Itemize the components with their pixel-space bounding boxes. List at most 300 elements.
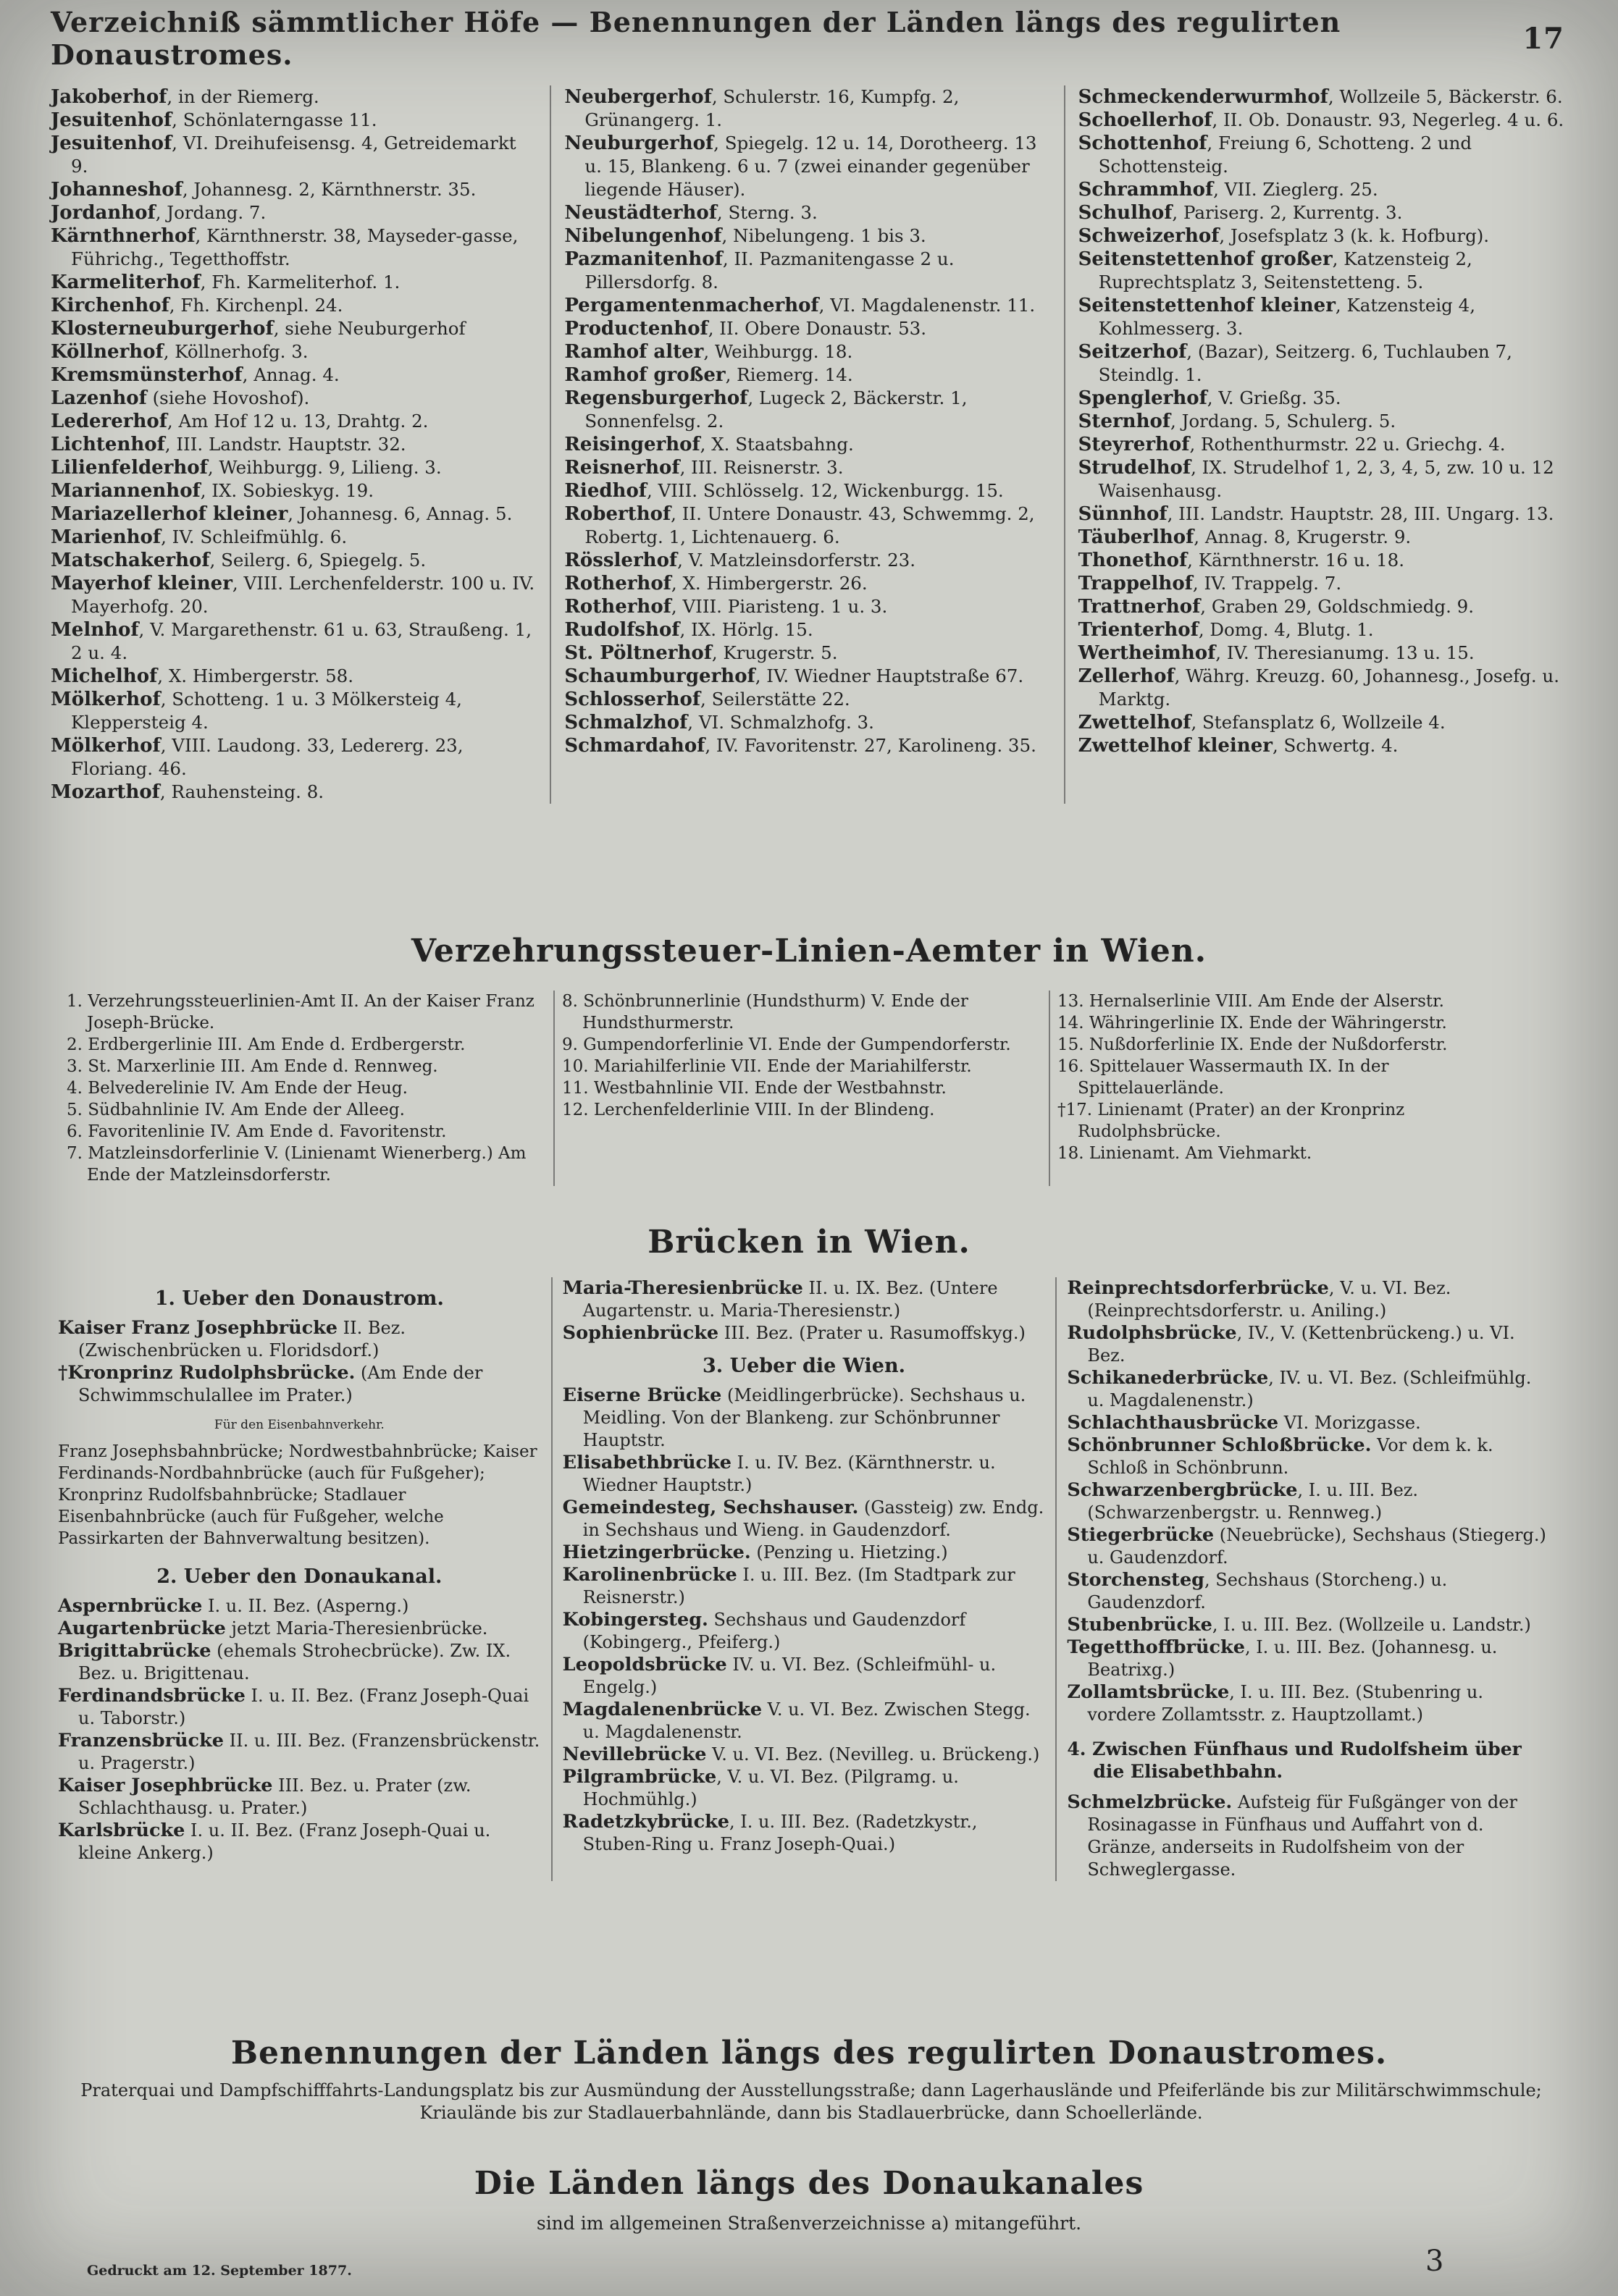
entry-name: Sternhof — [1078, 411, 1171, 432]
entry-text: , Wollzeile 5, Bäckerstr. 6. — [1328, 86, 1563, 107]
list-item — [58, 1685, 541, 1730]
entry-name: Nevillebrücke — [562, 1744, 707, 1765]
list-item — [1078, 201, 1564, 224]
entry-name: Mariannenhof — [51, 480, 201, 502]
entry-name: Seitzerhof — [1078, 341, 1187, 363]
entry-text: , Graben 29, Goldschmiedg. 9. — [1200, 596, 1475, 617]
entry-text: , Krugerstr. 5. — [711, 642, 838, 663]
column-divider — [1064, 85, 1065, 804]
entry-text: , V. u. VI. Bez. (Reinprechtsdorferstr. u. Aniling.) — [1087, 1278, 1451, 1321]
entry-name: Tegetthoffbrücke — [1067, 1636, 1245, 1658]
entry-text: , Jordang. 5, Schulerg. 5. — [1170, 411, 1396, 432]
footer-page-number: 3 — [1425, 2245, 1444, 2278]
entry-name: Maria-Theresienbrücke — [562, 1277, 803, 1299]
entry-name: Lichtenhof — [51, 434, 165, 455]
list-item — [564, 248, 1050, 294]
entry-name: Schlosserhof — [564, 689, 701, 710]
list-item — [563, 1766, 1046, 1811]
entry-text: II. Bez. (Zwischenbrücken u. Floridsdorf.) — [78, 1318, 406, 1361]
entry-name: Rösslerhof — [564, 550, 678, 571]
entry-name: Schönbrunner Schloßbrücke. — [1067, 1434, 1372, 1456]
entry-text: (Am Ende der Schwimmschulallee im Prater.) — [78, 1363, 483, 1405]
list-item — [564, 479, 1050, 502]
entry-text: I. u. II. Bez. (Asperng.) — [202, 1596, 409, 1616]
list-item — [564, 642, 1050, 665]
bridges-column-2 — [563, 1277, 1046, 1881]
entry-text: , II. Pazmanitengasse 2 u. Pillersdorfg. 8. — [584, 248, 955, 293]
offices-column-3 — [1057, 991, 1537, 1186]
entry-text: , Johannesg. 6, Annag. 5. — [288, 503, 513, 524]
list-item — [51, 85, 537, 109]
entry-text: , V. Grießg. 35. — [1207, 387, 1341, 408]
list-item — [51, 317, 537, 340]
offices-column-1 — [67, 991, 546, 1186]
entry-name: Ramhof alter — [564, 341, 704, 363]
entry-name: Köllnerhof — [51, 341, 164, 363]
list-item — [563, 1811, 1046, 1856]
entry-text: Aufsteig für Fußgänger von der Rosinagasse in Fünfhaus und Auffahrt von d. Gränze, anderseits in Rudolfsheim von der Schweglergasse. — [1087, 1792, 1517, 1880]
danube-title: Benennungen der Länden längs des regulirten Donaustromes. — [230, 2035, 1388, 2072]
list-item — [564, 618, 1050, 642]
list-item — [51, 224, 537, 271]
entry-name: Aspernbrücke — [58, 1595, 203, 1617]
entry-name: Zellerhof — [1078, 665, 1175, 687]
list-item — [51, 109, 537, 132]
entry-name: Mariazellerhof kleiner — [51, 503, 288, 525]
list-item — [51, 526, 537, 549]
entry-name: Schlachthausbrücke — [1067, 1412, 1279, 1434]
list-item — [51, 502, 537, 526]
entry-text: , I. u. III. Bez. (Johannesg. u. Beatrixg.) — [1087, 1637, 1498, 1680]
entry-name: Pilgrambrücke — [562, 1766, 717, 1788]
entry-text: (Gassteig) zw. Endg. in Sechshaus und Wieng. in Gaudenzdorf. — [582, 1497, 1044, 1540]
entry-text: , X. Himbergerstr. 58. — [157, 665, 354, 686]
list-item — [1078, 642, 1564, 665]
entry-name: Schaumburgerhof — [564, 665, 755, 687]
entry-text: , II. Untere Donaustr. 43, Schwemmg. 2, Robertg. 1, Lichtenauerg. 6. — [584, 503, 1035, 547]
list-item — [564, 363, 1050, 387]
entry-text: III. Bez. u. Prater (zw. Schlachthausg. u. Prater.) — [78, 1775, 471, 1818]
entry-text: I. u. III. Bez. (Im Stadtpark zur Reisnerstr.) — [582, 1565, 1015, 1607]
entry-text: , Nibelungeng. 1 bis 3. — [721, 225, 926, 246]
office-item: 12. Lerchenfelderlinie VIII. In der Blindeng. — [562, 1101, 935, 1119]
office-item: 4. Belvederelinie IV. Am Ende der Heug. — [67, 1079, 408, 1098]
entry-text: , Fh. Kirchenpl. 24. — [169, 295, 343, 316]
list-item — [564, 340, 1050, 363]
entry-name: Schwarzenbergbrücke — [1067, 1479, 1298, 1501]
list-item — [564, 201, 1050, 224]
entry-name: Sophienbrücke — [562, 1322, 719, 1344]
list-item — [1078, 734, 1564, 757]
section-heading: 4. Zwischen Fünfhaus und Rudolfsheim über die Elisabethbahn. — [1067, 1738, 1522, 1782]
list-item — [51, 387, 537, 410]
list-item — [564, 456, 1050, 479]
list-item — [563, 1277, 1046, 1322]
entry-text: , Schulerstr. 16, Kumpfg. 2, Grünangerg. 1. — [584, 86, 960, 130]
entry-name: Ferdinandsbrücke — [58, 1685, 246, 1707]
entry-name: Steyrerhof — [1078, 434, 1190, 455]
entry-name: Mayerhof kleiner — [51, 573, 232, 594]
office-item: 5. Südbahnlinie IV. Am Ende der Alleeg. — [67, 1101, 405, 1119]
list-item — [564, 711, 1050, 734]
entry-name: Neuburgerhof — [564, 133, 714, 154]
entry-name: Schulhof — [1078, 202, 1173, 224]
entry-text: , Weihburgg. 18. — [703, 341, 853, 362]
entry-text: , Annag. 4. — [242, 364, 340, 385]
canal-title: Die Länden längs des Donaukanales — [474, 2165, 1144, 2202]
entry-name: Reinprechtsdorferbrücke — [1067, 1277, 1329, 1299]
section-heading: 1. Ueber den Donaustrom. — [154, 1287, 444, 1310]
list-item — [1067, 1791, 1550, 1881]
list-item — [1067, 1434, 1550, 1479]
entry-name: Wertheimhof — [1078, 642, 1216, 664]
list-item — [51, 178, 537, 201]
entry-name: Productenhof — [564, 318, 708, 340]
entry-name: Schoellerhof — [1078, 109, 1212, 131]
entry-text: , VI. Dreihufeisensg. 4, Getreidemarkt 9. — [71, 133, 516, 177]
entry-text: , Kärnthnerstr. 38, Mayseder-gasse, Führichg., Tegetthoffstr. — [71, 225, 519, 269]
entry-text: , I. u. III. Bez. (Stubenring u. vordere Zollamtsstr. z. Hauptzollamt.) — [1087, 1682, 1483, 1725]
list-item — [58, 1362, 541, 1407]
list-item — [1078, 132, 1564, 178]
office-item: 13. Hernalserlinie VIII. Am Ende der Alserstr. — [1057, 992, 1444, 1011]
office-item: 2. Erdbergerlinie III. Am Ende d. Erdbergerstr. — [67, 1035, 466, 1054]
list-item — [58, 1595, 541, 1618]
entry-text: , Pariserg. 2, Kurrentg. 3. — [1172, 202, 1403, 223]
entry-text: , Am Hof 12 u. 13, Drahtg. 2. — [167, 411, 429, 432]
entry-name: Ramhof großer — [564, 364, 726, 386]
list-item — [51, 734, 537, 781]
entry-text: , Domg. 4, Blutg. 1. — [1198, 619, 1374, 640]
office-item: 15. Nußdorferlinie IX. Ende der Nußdorferstr. — [1057, 1035, 1448, 1054]
entry-text: , VIII. Piaristeng. 1 u. 3. — [671, 596, 888, 617]
entry-text: , VI. Schmalzhofg. 3. — [687, 712, 874, 733]
list-item — [564, 595, 1050, 618]
column-divider — [1055, 1277, 1057, 1881]
courts-column-3 — [1078, 85, 1564, 804]
entry-name: Mölkerhof — [51, 689, 161, 710]
entry-text: (Neuebrücke), Sechshaus (Stiegerg.) u. Gaudenzdorf. — [1087, 1525, 1546, 1568]
courts-column-1 — [51, 85, 537, 804]
office-item: 7. Matzleinsdorferlinie V. (Linienamt Wienerberg.) Am Ende der Matzleinsdorferstr. — [67, 1144, 527, 1185]
print-date: Gedruckt am 12. September 1877. — [87, 2263, 352, 2279]
list-item — [51, 363, 537, 387]
entry-name: Karolinenbrücke — [562, 1564, 737, 1586]
entry-name: Zollamtsbrücke — [1067, 1681, 1230, 1703]
list-item — [564, 387, 1050, 433]
list-item — [563, 1564, 1046, 1609]
list-item — [1078, 665, 1564, 711]
entry-name: Reisingerhof — [564, 434, 700, 455]
entry-name: Karlsbrücke — [58, 1820, 185, 1841]
list-item — [1067, 1367, 1550, 1412]
entry-name: †Kronprinz Rudolphsbrücke. — [58, 1362, 356, 1384]
list-item — [1078, 294, 1564, 340]
canal-text: sind im allgemeinen Straßenverzeichnisse a) mitangeführt. — [536, 2213, 1082, 2234]
rail-bridges-text: Franz Josephsbahnbrücke; Nordwestbahnbrücke; Kaiser Ferdinands-Nordbahnbrücke (auch für Fußgeher); Kronprinz Rudolfsbahnbrücke; Stadlauer Eisenbahnbrücke (auch für Fußgeher, welche Passirkarten der Bahnverwaltung besitzen). — [58, 1442, 537, 1548]
entry-text: I. u. II. Bez. (Franz Joseph-Quai u. Taborstr.) — [78, 1686, 529, 1728]
entry-name: Mölkerhof — [51, 735, 161, 757]
column-divider — [553, 991, 555, 1186]
entry-name: Gemeindesteg, Sechshauser. — [562, 1497, 859, 1518]
entry-name: Riedhof — [564, 480, 647, 502]
office-item: 16. Spittelauer Wassermauth IX. In der Spittelauerlände. — [1057, 1057, 1389, 1098]
section-heading: 2. Ueber den Donaukanal. — [156, 1565, 443, 1588]
list-item — [1067, 1412, 1550, 1434]
list-item — [1078, 502, 1564, 526]
list-item — [564, 433, 1050, 456]
entry-text: , I. u. III. Bez. (Radetzkystr., Stuben-Ring u. Franz Joseph-Quai.) — [582, 1812, 978, 1854]
list-item — [564, 317, 1050, 340]
entry-name: Sünnhof — [1078, 503, 1168, 525]
entry-text: , (Bazar), Seitzerg. 6, Tuchlauben 7, Steindlg. 1. — [1098, 341, 1512, 385]
entry-text: , Spiegelg. 12 u. 14, Dorotheerg. 13 u. 15, Blankeng. 6 u. 7 (zwei einander gegenüber liegende Häuser). — [584, 133, 1037, 200]
list-item — [1067, 1479, 1550, 1524]
entry-text: VI. Morizgasse. — [1278, 1413, 1421, 1433]
offices-list — [67, 991, 1537, 1186]
entry-name: Melnhof — [51, 619, 139, 641]
list-item — [564, 572, 1050, 595]
office-item: 11. Westbahnlinie VII. Ende der Westbahnstr. — [562, 1079, 947, 1098]
danube-text: Praterquai und Dampfschifffahrts-Landungsplatz bis zur Ausmündung der Ausstellungsstraße; dann Lagerhauslände und Pfeiferlände bis zur Militärschwimmschule; Kriaulände bis zur Stadlauerbahnlände, dann bis Stadlauerbrücke, dann Schoellerlände. — [80, 2080, 1542, 2123]
list-item — [563, 1744, 1046, 1766]
list-item — [564, 665, 1050, 688]
section-heading: 3. Ueber die Wien. — [702, 1355, 906, 1377]
column-divider — [551, 1277, 553, 1881]
entry-name: Brigittabrücke — [58, 1640, 211, 1662]
entry-name: Strudelhof — [1078, 457, 1191, 479]
entry-name: Kärnthnerhof — [51, 225, 196, 247]
entry-text: Vor dem k. k. Schloß in Schönbrunn. — [1087, 1435, 1493, 1478]
entry-text: , VIII. Laudong. 33, Ledererg. 23, Floriang. 46. — [71, 735, 464, 779]
list-item — [1067, 1681, 1550, 1726]
entry-name: Roberthof — [564, 503, 671, 525]
entry-text: , IV. Schleifmühlg. 6. — [161, 526, 348, 547]
list-item — [58, 1775, 541, 1820]
entry-text: , Schotteng. 1 u. 3 Mölkersteig 4, Kleppersteig 4. — [71, 689, 462, 733]
entry-text: , IV. Theresianumg. 13 u. 15. — [1215, 642, 1475, 663]
entry-text: I. u. IV. Bez. (Kärnthnerstr. u. Wiedner Hauptstr.) — [582, 1452, 996, 1495]
entry-text: , Katzensteig 2, Ruprechtsplatz 3, Seitenstetteng. 5. — [1098, 248, 1472, 293]
list-item — [1067, 1569, 1550, 1614]
column-divider — [550, 85, 551, 804]
entry-name: Kaiser Franz Josephbrücke — [58, 1317, 338, 1339]
entry-name: Schikanederbrücke — [1067, 1367, 1269, 1389]
entry-name: Neubergerhof — [564, 86, 712, 108]
entry-name: Klosterneuburgerhof — [51, 318, 274, 340]
list-item — [51, 618, 537, 665]
entry-text: (Meidlingerbrücke). Sechshaus u. Meidling. Von der Blankeng. zur Schönbrunner Hauptstr. — [582, 1385, 1026, 1450]
list-item — [563, 1497, 1046, 1542]
entry-text: , Seilerstätte 22. — [700, 689, 850, 710]
entry-text: , V. u. VI. Bez. (Pilgramg. u. Hochmühlg.) — [582, 1767, 959, 1809]
list-item — [51, 665, 537, 688]
entry-name: Rudolphsbrücke — [1067, 1322, 1237, 1344]
office-item: 8. Schönbrunnerlinie (Hundsthurm) V. Ende der Hundsthurmerstr. — [562, 992, 968, 1033]
list-item — [1067, 1524, 1550, 1569]
entry-name: Kaiser Josephbrücke — [58, 1775, 273, 1796]
list-item — [1078, 224, 1564, 248]
entry-name: Hietzingerbrücke. — [562, 1542, 751, 1563]
list-item — [51, 201, 537, 224]
courts-column-2 — [564, 85, 1050, 804]
list-item — [58, 1317, 541, 1362]
entry-text: , Katzensteig 4, Kohlmesserg. 3. — [1098, 295, 1476, 339]
entry-name: Franzensbrücke — [58, 1730, 224, 1752]
list-item — [1067, 1636, 1550, 1681]
entry-text: III. Bez. (Prater u. Rasumoffskyg.) — [718, 1323, 1026, 1343]
list-item — [1078, 618, 1564, 642]
entry-text: , I. u. III. Bez. (Schwarzenbergstr. u. Rennweg.) — [1087, 1480, 1419, 1523]
entry-name: Thonethof — [1078, 550, 1188, 571]
list-item — [1078, 595, 1564, 618]
entry-text: , Lugeck 2, Bäckerstr. 1, Sonnenfelsg. 2. — [584, 387, 968, 432]
entry-text: , Kärnthnerstr. 16 u. 18. — [1187, 550, 1405, 571]
entry-name: Pazmanitenhof — [564, 248, 723, 270]
list-item — [1078, 340, 1564, 387]
list-item — [1067, 1614, 1550, 1636]
entry-name: Matschakerhof — [51, 550, 210, 571]
entry-name: Pergamentenmacherhof — [564, 295, 819, 316]
entry-text: , Rauhensteing. 8. — [159, 781, 324, 802]
entry-text: , Währg. Kreuzg. 60, Johannesg., Josefg. u. Marktg. — [1098, 665, 1559, 710]
entry-text: , IX. Strudelhof 1, 2, 3, 4, 5, zw. 10 u. 12 Waisenhausg. — [1098, 457, 1554, 501]
list-item — [563, 1654, 1046, 1699]
entry-text: , Josefsplatz 3 (k. k. Hofburg). — [1219, 225, 1490, 246]
entry-name: Zwettelhof kleiner — [1078, 735, 1273, 757]
list-item — [564, 85, 1050, 132]
entry-name: Nibelungenhof — [564, 225, 722, 247]
entry-text: II. u. III. Bez. (Franzensbrückenstr. u. Pragerstr.) — [78, 1731, 540, 1773]
entry-name: Eiserne Brücke — [562, 1384, 722, 1406]
list-item — [1078, 526, 1564, 549]
entry-name: Mozarthof — [51, 781, 160, 803]
entry-text: , Freiung 6, Schotteng. 2 und Schottensteig. — [1098, 133, 1472, 177]
entry-name: Jakoberhof — [51, 86, 167, 108]
entry-text: , IV., V. (Kettenbrückeng.) u. VI. Bez. — [1087, 1323, 1515, 1366]
entry-text: , Schönlaterngasse 11. — [172, 109, 377, 130]
entry-name: Magdalenenbrücke — [562, 1699, 763, 1720]
list-item — [51, 410, 537, 433]
entry-name: Neustädterhof — [564, 202, 717, 224]
list-item — [58, 1640, 541, 1685]
entry-text: , in der Riemerg. — [167, 86, 319, 107]
office-item: 9. Gumpendorferlinie VI. Ende der Gumpendorferstr. — [562, 1035, 1011, 1054]
entry-name: Lilienfelderhof — [51, 457, 208, 479]
entry-text: V. u. VI. Bez. (Nevilleg. u. Brückeng.) — [706, 1744, 1040, 1765]
list-item — [51, 688, 537, 734]
list-item — [51, 294, 537, 317]
entry-text: , Rothenthurmstr. 22 u. Griechg. 4. — [1189, 434, 1506, 455]
entry-name: Zwettelhof — [1078, 712, 1191, 733]
entry-text: , Fh. Karmeliterhof. 1. — [200, 272, 401, 293]
entry-name: Seitenstettenhof großer — [1078, 248, 1333, 270]
list-item — [1078, 433, 1564, 456]
entry-text: , Annag. 8, Krugerstr. 9. — [1194, 526, 1412, 547]
list-item — [51, 132, 537, 178]
rail-heading: Für den Eisenbahnverkehr. — [214, 1418, 385, 1432]
entry-name: Trattnerhof — [1078, 596, 1201, 618]
entry-name: Trienterhof — [1078, 619, 1199, 641]
list-item — [564, 294, 1050, 317]
entry-name: Leopoldsbrücke — [562, 1654, 727, 1675]
entry-name: Michelhof — [51, 665, 158, 687]
entry-text: , I. u. III. Bez. (Wollzeile u. Landstr.) — [1212, 1615, 1531, 1635]
list-item — [563, 1609, 1046, 1654]
entry-text: , III. Landstr. Hauptstr. 32. — [164, 434, 406, 455]
entry-text: , Schwertg. 4. — [1272, 735, 1399, 756]
office-item: †17. Linienamt (Prater) an der Kronprinz Rudolphsbrücke. — [1057, 1101, 1405, 1141]
list-item — [58, 1618, 541, 1640]
offices-title: Verzehrungssteuer-Linien-Aemter in Wien. — [411, 933, 1207, 970]
entry-text: , IV. u. VI. Bez. (Schleifmühlg. u. Magdalenenstr.) — [1087, 1368, 1532, 1410]
entry-name: Regensburgerhof — [564, 387, 748, 409]
list-item — [1078, 248, 1564, 294]
entry-text: , Köllnerhofg. 3. — [163, 341, 309, 362]
entry-text: , III. Landstr. Hauptstr. 28, III. Ungarg. 13. — [1167, 503, 1554, 524]
entry-text: , V. Margarethenstr. 61 u. 63, Straußeng. 1, 2 u. 4. — [71, 619, 532, 663]
page-number: 17 — [1522, 21, 1564, 56]
page-header — [51, 6, 1564, 71]
entry-name: Rotherhof — [564, 573, 671, 594]
entry-name: Schrammhof — [1078, 179, 1214, 201]
list-item — [1078, 410, 1564, 433]
entry-name: Johanneshof — [51, 179, 183, 201]
entry-text: , IV. Wiedner Hauptstraße 67. — [755, 665, 1024, 686]
entry-text: , Johannesg. 2, Kärnthnerstr. 35. — [182, 179, 477, 200]
entry-name: Rotherhof — [564, 596, 671, 618]
list-item — [1067, 1277, 1550, 1322]
entry-name: Stubenbrücke — [1067, 1614, 1212, 1636]
entry-text: , VI. Magdalenenstr. 11. — [818, 295, 1036, 316]
entry-text: II. u. IX. Bez. (Untere Augartenstr. u. Maria-Theresienstr.) — [582, 1278, 998, 1321]
entry-text: , Stefansplatz 6, Wollzeile 4. — [1191, 712, 1446, 733]
entry-text: , Sechshaus (Storcheng.) u. Gaudenzdorf. — [1087, 1570, 1448, 1612]
list-item — [51, 479, 537, 502]
list-item — [564, 688, 1050, 711]
office-item: 10. Mariahilferlinie VII. Ende der Mariahilferstr. — [562, 1057, 972, 1076]
entry-text: , Sterng. 3. — [716, 202, 818, 223]
entry-text: , V. Matzleinsdorferstr. 23. — [677, 550, 916, 571]
entry-text: , VII. Zieglerg. 25. — [1213, 179, 1378, 200]
entry-text: , IX. Hörlg. 15. — [679, 619, 813, 640]
list-item — [1078, 711, 1564, 734]
list-item — [51, 781, 537, 804]
entry-text: (siehe Hovoshof). — [146, 387, 310, 408]
entry-name: Kobingersteg. — [562, 1609, 708, 1631]
list-item — [51, 572, 537, 618]
bridges-column-1 — [58, 1277, 541, 1881]
list-item — [1078, 85, 1564, 109]
list-item — [564, 224, 1050, 248]
entry-name: Kremsmünsterhof — [51, 364, 243, 386]
entry-name: Elisabethbrücke — [562, 1452, 732, 1473]
entry-name: Täuberlhof — [1078, 526, 1194, 548]
list-item — [563, 1384, 1046, 1452]
entry-text: V. u. VI. Bez. Zwischen Stegg. u. Magdalenenstr. — [582, 1699, 1031, 1742]
entry-text: , II. Ob. Donaustr. 93, Negerleg. 4 u. 6. — [1212, 109, 1564, 130]
list-item — [51, 433, 537, 456]
list-item — [51, 340, 537, 363]
entry-name: Spenglerhof — [1078, 387, 1207, 409]
entry-text: (Penzing u. Hietzing.) — [750, 1542, 948, 1563]
bridges-column-3 — [1067, 1277, 1550, 1881]
list-item — [51, 549, 537, 572]
courts-directory — [51, 85, 1564, 804]
entry-name: Schweizerhof — [1078, 225, 1220, 247]
list-item — [1078, 109, 1564, 132]
list-item — [1067, 1322, 1550, 1367]
